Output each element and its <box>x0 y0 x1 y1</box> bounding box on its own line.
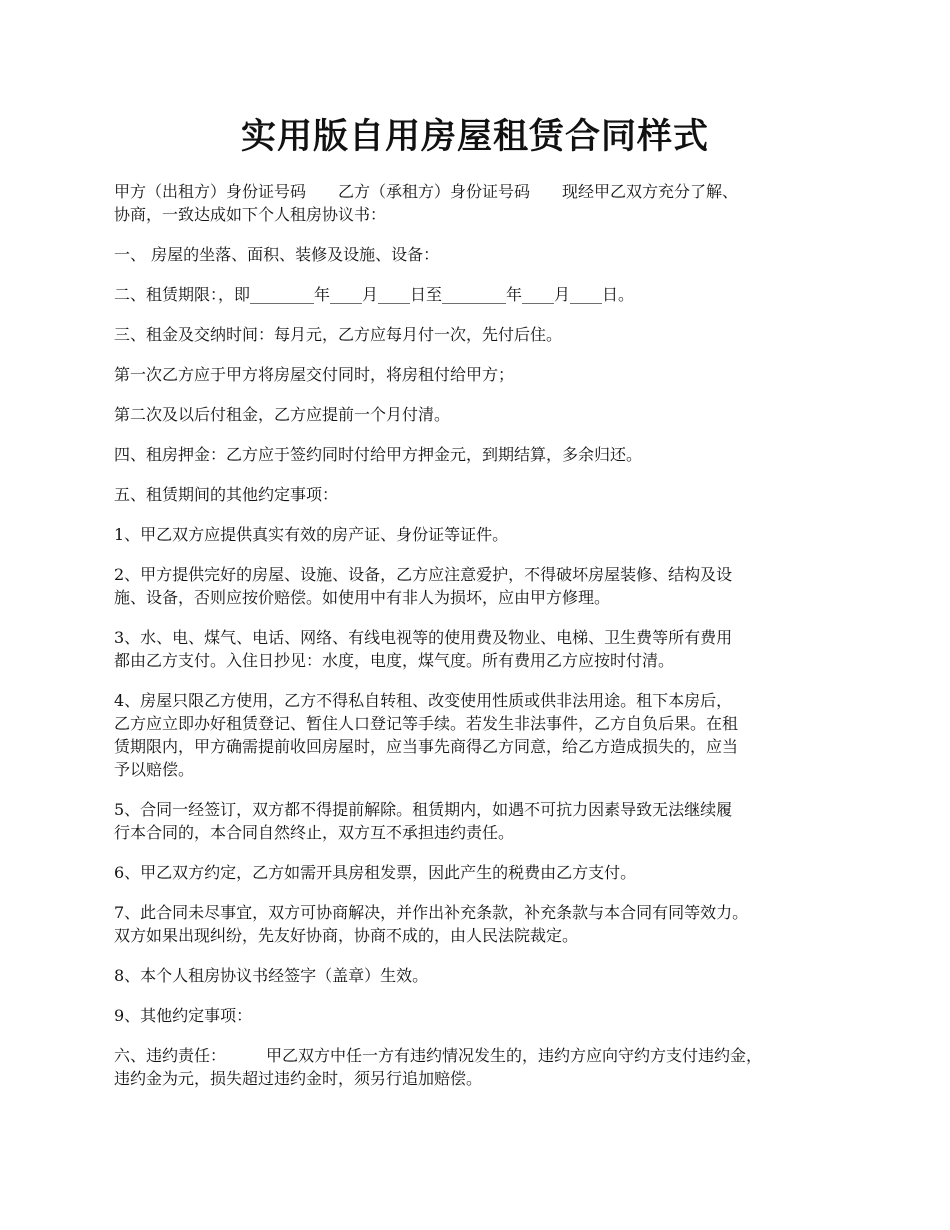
paragraph-line: 9、其他约定事项： <box>114 1006 253 1025</box>
paragraph-line: 二、租赁期限：，即________年____月____日至________年____月____日。 <box>114 285 635 304</box>
contract-paragraph <box>114 861 846 884</box>
contract-paragraph <box>114 798 846 844</box>
paragraph-line: 1、甲乙双方应提供真实有效的房产证、身份证等证件。 <box>114 525 509 544</box>
paragraph-line: 第二次及以后付租金，乙方应提前一个月付清。 <box>114 405 451 424</box>
paragraph-line: 协商，一致达成如下个人租房协议书： <box>114 205 387 224</box>
contract-paragraph <box>114 1004 846 1027</box>
paragraph-line: 3、水、电、煤气、电话、网络、有线电视等的使用费及物业、电梯、卫生费等所有费用 <box>114 628 733 647</box>
paragraph-line: 第一次乙方应于甲方将房屋交付同时，将房租付给甲方； <box>114 365 515 384</box>
contract-paragraph <box>114 283 846 306</box>
paragraph-line: 六、违约责任： 甲乙双方中任一方有违约情况发生的，违约方应向守约方支付违约金， <box>114 1046 763 1065</box>
paragraph-line: 2、甲方提供完好的房屋、设施、设备，乙方应注意爱护，不得破坏房屋装修、结构及设 <box>114 565 733 584</box>
paragraph-line: 4、房屋只限乙方使用，乙方不得私自转租、改变使用性质或供非法用途。租下本房后， <box>114 691 733 710</box>
contract-paragraph <box>114 964 846 987</box>
paragraph-line: 6、甲乙双方约定，乙方如需开具房租发票，因此产生的税费由乙方支付。 <box>114 863 637 882</box>
document-body <box>114 180 846 1107</box>
paragraph-line: 违约金为元，损失超过违约金时，须另行追加赔偿。 <box>114 1069 483 1088</box>
paragraph-line: 五、租赁期间的其他约定事项： <box>114 485 339 504</box>
paragraph-line: 赁期限内，甲方确需提前收回房屋时，应当事先商得乙方同意，给乙方造成损失的，应当 <box>114 737 739 756</box>
contract-paragraph <box>114 323 846 346</box>
document-title: 实用版自用房屋租赁合同样式 <box>240 116 709 157</box>
contract-paragraph <box>114 363 846 386</box>
contract-paragraph <box>114 243 846 266</box>
contract-paragraph <box>114 626 846 672</box>
paragraph-line: 予以赔偿。 <box>114 760 195 779</box>
contract-paragraph <box>114 1044 846 1090</box>
contract-paragraph <box>114 563 846 609</box>
paragraph-line: 5、合同一经签订，双方都不得提前解除。租赁期内，如遇不可抗力因素导致无法继续履 <box>114 800 733 819</box>
contract-paragraph <box>114 180 846 226</box>
paragraph-line: 乙方应立即办好租赁登记、暂住人口登记等手续。若发生非法事件，乙方自负后果。在租 <box>114 714 739 733</box>
contract-paragraph <box>114 523 846 546</box>
paragraph-line: 施、设备，否则应按价赔偿。如使用中有非人为损坏，应由甲方修理。 <box>114 588 611 607</box>
contract-paragraph <box>114 901 846 947</box>
contract-paragraph <box>114 443 846 466</box>
paragraph-line: 7、此合同未尽事宜，双方可协商解决，并作出补充条款，补充条款与本合同有同等效力。 <box>114 903 749 922</box>
paragraph-line: 四、租房押金：乙方应于签约同时付给甲方押金元，到期结算，多余归还。 <box>114 445 643 464</box>
paragraph-line: 行本合同的，本合同自然终止，双方互不承担违约责任。 <box>114 823 515 842</box>
contract-paragraph <box>114 689 846 781</box>
paragraph-line: 三、租金及交纳时间：每月元，乙方应每月付一次，先付后住。 <box>114 325 563 344</box>
contract-paragraph <box>114 403 846 426</box>
contract-paragraph <box>114 483 846 506</box>
paragraph-line: 双方如果出现纠纷，先友好协商，协商不成的，由人民法院裁定。 <box>114 926 579 945</box>
paragraph-line: 甲方（出租方）身份证号码 乙方（承租方）身份证号码 现经甲乙双方充分了解、 <box>114 182 739 201</box>
paragraph-line: 一、 房屋的坐落、面积、装修及设施、设备： <box>114 245 440 264</box>
paragraph-line: 8、本个人租房协议书经签字（盖章）生效。 <box>114 966 429 985</box>
paragraph-line: 都由乙方支付。入住日抄见：水度，电度，煤气度。所有费用乙方应按时付清。 <box>114 651 675 670</box>
